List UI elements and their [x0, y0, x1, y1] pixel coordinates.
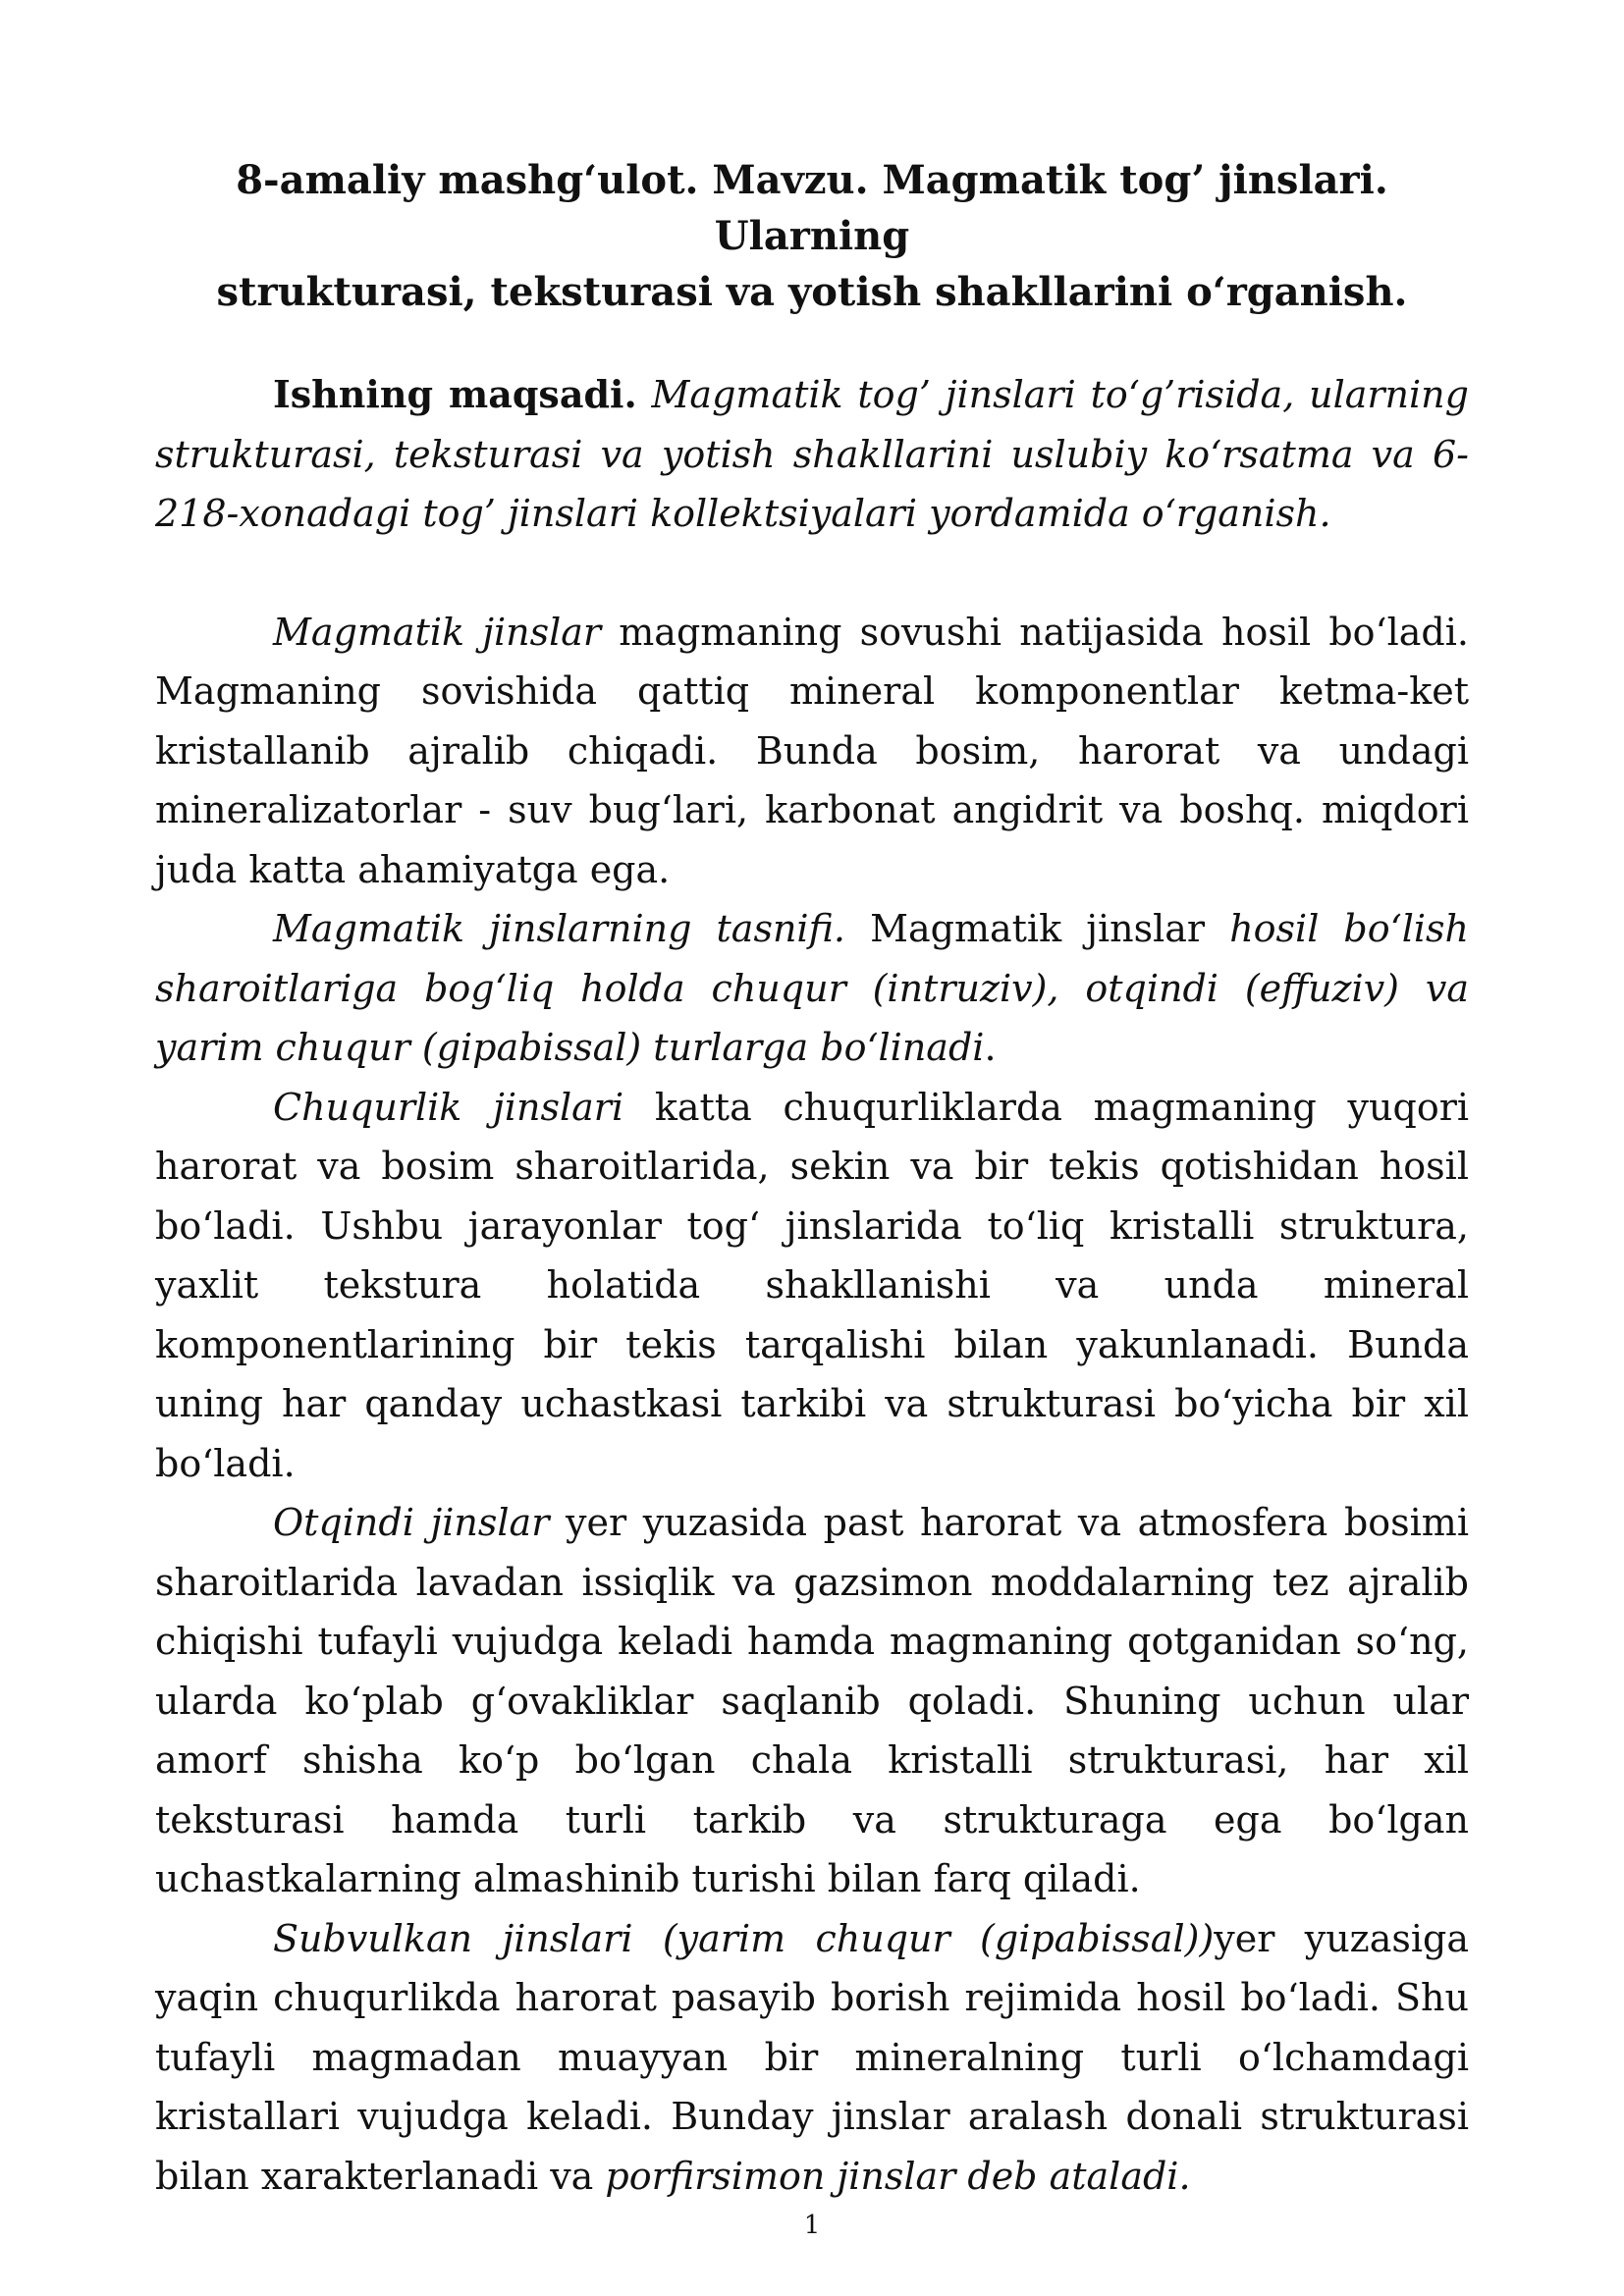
paragraph-effusive-rocks	[155, 1493, 1469, 1909]
document-body	[155, 365, 1469, 2206]
paragraph-text: magmaning sovushi natijasida hosil bo‘ladi. Magmaning sovishida qattiq mineral komponentlar ketma-ket kristallanib ajralib chiqadi. Bunda bosim, harorat va undagi mineralizatorlar - suv bug‘lari, karbonat angidrit va boshq. miqdori juda katta ahamiyatga ega.	[155, 610, 1469, 891]
paragraph-subvolcanic-rocks	[155, 1909, 1469, 2207]
paragraph-text: katta chuqurliklarda magmaning yuqori harorat va bosim sharoitlarida, sekin va bir tekis qotishidan hosil bo‘ladi. Ushbu jarayonlar tog‘ jinslarida to‘liq kristalli struktura, yaxlit tekstura holatida shakllanishi va unda mineral komponentlarining bir tekis tarqalishi bilan yakunlanadi. Bunda uning har qanday uchastkasi tarkibi va strukturasi bo‘yicha bir xil bo‘ladi.	[155, 1085, 1470, 1485]
porphyritic-italic-text: porfirsimon jinslar deb ataladi.	[605, 2154, 1191, 2198]
title-line-1: 8-amaliy mashg‘ulot. Mavzu. Magmatik tog’ jinslari. Ularning	[236, 157, 1388, 259]
term-subvolcanic-rocks: Subvulkan jinslari (yarim chuqur (gipabissal))	[273, 1916, 1215, 1960]
term-deep-rocks: Chuqurlik jinslari	[273, 1085, 624, 1129]
classification-italic-text: hosil bo‘lish sharoitlariga bog‘liq holda chuqur (intruziv), otqindi (effuziv) va yarim chuqur (gipabissal) turlarga bo‘linadi	[155, 907, 1469, 1069]
paragraph-magmatic-rocks	[155, 603, 1469, 900]
goal-label: Ishning maqsadi.	[273, 372, 637, 416]
paragraph-text: yer yuzasiga yaqin chuqurlikda harorat pasayib borish rejimida hosil bo‘ladi. Shu tufayli magmadan muayyan bir mineralning turli o‘lchamdagi kristallari vujudga keladi. Bunday jinslar aralash donali strukturasi bilan xarakterlanadi va	[155, 1916, 1469, 2198]
paragraph-deep-rocks	[155, 1078, 1469, 1494]
paragraph-classification	[155, 899, 1469, 1078]
title-line-2: strukturasi, teksturasi va yotish shakllarini o‘rganish.	[216, 269, 1408, 315]
term-effusive-rocks: Otqindi jinslar	[273, 1501, 550, 1544]
term-magmatic-rocks: Magmatik jinslar	[273, 610, 602, 654]
page-title	[147, 152, 1477, 320]
page-number: 1	[803, 2211, 821, 2240]
paragraph-text: yer yuzasida past harorat va atmosfera bosimi sharoitlarida lavadan issiqlik va gazsimon moddalarning tez ajralib chiqishi tufayli vujudga keladi hamda magmaning qotganidan so‘ng, ularda ko‘plab g‘ovakliklar saqlanib qoladi. Shuning uchun ular amorf shisha ko‘p bo‘lgan chala kristalli strukturasi, har xil teksturasi hamda turli tarkib va strukturaga ega bo‘lgan uchastkalarning almashinib turishi bilan farq qiladi.	[155, 1501, 1469, 1900]
goal-paragraph	[155, 365, 1469, 544]
goal-text: Magmatik tog’ jinslari to‘g’risida, ularning strukturasi, teksturasi va yotish shakllarini uslubiy ko‘rsatma va 6-218-xonadagi tog’ jinslari kollektsiyalari yordamida o‘rganish.	[155, 373, 1469, 535]
paragraph-end: .	[984, 1026, 997, 1069]
paragraph-text: Magmatik jinslar	[845, 907, 1230, 950]
term-classification: Magmatik jinslarning tasnifi.	[273, 907, 845, 950]
